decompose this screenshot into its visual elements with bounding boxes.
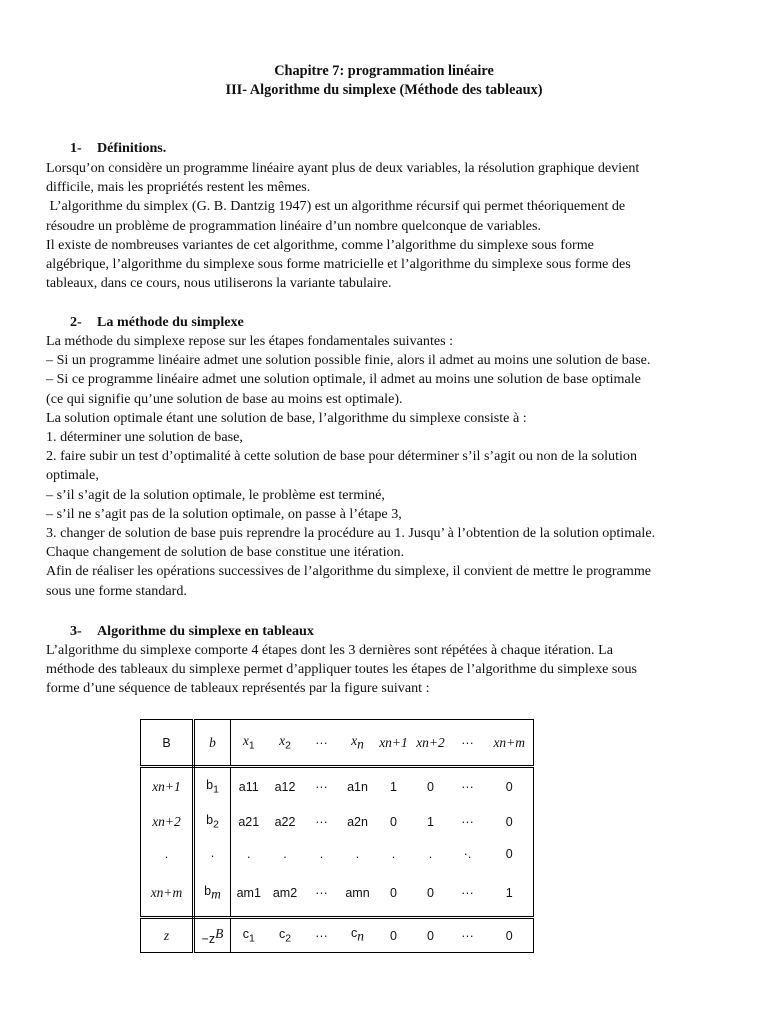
table-cell: ··· — [450, 918, 486, 953]
table-cell: . — [355, 847, 360, 862]
cost-c2: c — [278, 926, 286, 941]
paragraph-line: Il existe de nombreuses variantes de cet algorithme, comme l’algorithme du simplexe sous forme — [46, 236, 594, 253]
paragraph-line: L’algorithme du simplex (G. B. Dantzig 1947) est un algorithme récursif qui permet théoriquement de — [46, 198, 626, 215]
paragraph-line: – s’il ne s’agit pas de la solution optimale, on passe à l’étape 3, — [46, 505, 402, 522]
table-cell: ··· — [461, 814, 474, 829]
paragraph-line: méthode des tableaux du simplexe permet d’appliquer toutes les étapes de l’algorithme du simplexe sous — [46, 661, 637, 678]
table-cell: a1n — [347, 779, 368, 794]
table-cell: 0 — [486, 805, 534, 838]
section-1-number: 1- — [70, 140, 82, 156]
section-1-heading — [70, 140, 166, 157]
table-cell — [340, 918, 376, 953]
header-x2-var: x — [279, 733, 286, 749]
table-cell: 0 — [486, 918, 534, 953]
header-xn2: xn+2 — [412, 720, 450, 767]
b-value: b — [206, 812, 214, 827]
table-cell: 0 — [390, 814, 397, 829]
paragraph-line: difficile, mais les propriétés restent les mêmes. — [46, 179, 311, 196]
table-row — [141, 767, 534, 806]
objective-b-value: −z — [201, 931, 216, 946]
b-sub: 1 — [213, 784, 219, 796]
paragraph-line: La solution optimale étant une solution de base, l’algorithme du simplexe consiste à : — [46, 409, 527, 426]
paragraph-line: 2. faire subir un test d’optimalité à cette solution de base pour déterminer s’il s’agit ou non de la solution — [46, 448, 638, 465]
table-cell: a21 — [238, 814, 260, 829]
paragraph-line: 3. changer de solution de base puis reprendre la procédure au 1. Jusqu’ à l’obtention de la solution optimale. — [46, 525, 656, 542]
table-cell: a12 — [274, 779, 296, 794]
table-cell: a11 — [238, 779, 259, 794]
header-x2 — [267, 720, 304, 767]
section-2-body — [46, 332, 736, 601]
table-cell: 0 — [376, 871, 412, 918]
table-cell: a2n — [347, 814, 368, 829]
tableau-header-row — [141, 720, 534, 767]
table-row — [141, 871, 534, 918]
objective-basis: z — [141, 918, 194, 953]
b-sub: 2 — [213, 819, 219, 831]
header-dots-2: ··· — [450, 720, 486, 767]
table-cell: am2 — [267, 871, 304, 918]
objective-b — [194, 918, 231, 953]
objective-b-sup: B — [215, 925, 224, 941]
basis-cell: . — [141, 838, 194, 871]
header-x1 — [231, 720, 267, 767]
table-cell: 0 — [412, 871, 450, 918]
cost-c1: c — [242, 926, 249, 941]
cost-c2-sub: 2 — [285, 933, 292, 945]
header-xn — [340, 720, 376, 767]
table-cell: ··· — [461, 779, 474, 794]
cost-cn: c — [351, 926, 358, 941]
table-cell: . — [428, 847, 433, 862]
basis-cell: xn+2 — [141, 805, 194, 838]
table-cell: 1 — [427, 814, 434, 829]
table-cell: ··· — [315, 814, 328, 829]
table-cell: ··· — [450, 871, 486, 918]
b-value: b — [204, 884, 212, 899]
paragraph-line: L’algorithme du simplexe comporte 4 étapes dont les 3 dernières sont répétées à chaque itération. La — [46, 642, 613, 658]
paragraph-line: résoudre un problème de programmation linéaire d’un nombre quelconque de variables. — [46, 217, 542, 234]
basis-cell: xn+m — [141, 871, 194, 918]
paragraph-line: sous une forme standard. — [46, 582, 187, 599]
section-3-body — [46, 641, 736, 699]
paragraph-line: – Si un programme linéaire admet une solution possible finie, alors il admet au moins une solution de base. — [46, 352, 651, 369]
section-title: III- Algorithme du simplexe (Méthode des tableaux) — [225, 82, 543, 98]
cost-cn-sub: n — [357, 928, 364, 944]
table-cell: 0 — [486, 767, 534, 806]
table-cell: 0 — [412, 918, 450, 953]
objective-row — [141, 918, 534, 953]
simplex-tableau — [140, 719, 534, 953]
table-cell: ··· — [315, 779, 328, 794]
section-2-title: La méthode du simplexe — [97, 314, 244, 330]
table-cell: am1 — [231, 871, 267, 918]
header-xn-var: x — [351, 732, 358, 748]
header-x1-var: x — [242, 733, 249, 749]
header-xn-sub: n — [357, 736, 364, 752]
table-cell: ··· — [304, 918, 340, 953]
table-cell: 1 — [486, 871, 534, 918]
section-1-title: Définitions. — [97, 140, 167, 156]
paragraph-line: – Si ce programme linéaire admet une solution optimale, il admet au moins une solution de base optimale — [46, 371, 641, 388]
header-dots: ··· — [304, 720, 340, 767]
cost-c1-sub: 1 — [248, 933, 255, 945]
b-cell — [194, 838, 231, 871]
header-x2-sub: 2 — [285, 740, 291, 752]
basis-cell: xn+1 — [141, 767, 194, 806]
paragraph-line: forme d’une séquence de tableaux représentés par la figure suivant : — [46, 680, 430, 697]
table-cell: 0 — [376, 918, 412, 953]
paragraph-line: optimale, — [46, 467, 99, 484]
section-3-title: Algorithme du simplexe en tableaux — [97, 623, 314, 639]
header-x1-sub: 1 — [248, 740, 255, 752]
b-value: . — [210, 845, 215, 860]
b-cell — [194, 871, 231, 918]
section-2-heading — [70, 314, 244, 331]
table-row — [141, 838, 534, 871]
header-basis: B — [141, 720, 194, 767]
table-cell — [231, 918, 267, 953]
b-sub: m — [211, 886, 221, 902]
table-cell: 0 — [486, 838, 534, 871]
paragraph-line: tableaux, dans ce cours, nous utiliserons la variante tabulaire. — [46, 275, 392, 292]
b-cell — [194, 767, 231, 806]
table-cell — [267, 918, 304, 953]
table-cell: 1 — [390, 779, 397, 794]
section-3-heading — [70, 623, 314, 640]
paragraph-line: Lorsqu’on considère un programme linéaire ayant plus de deux variables, la résolution graphique devient — [46, 160, 640, 176]
paragraph-line: – s’il s’agit de la solution optimale, le problème est terminé, — [46, 486, 385, 503]
paragraph-line: algébrique, l’algorithme du simplexe sous forme matricielle et l’algorithme du simplexe sous forme des — [46, 256, 631, 273]
table-cell: a22 — [274, 814, 296, 829]
paragraph-line: Afin de réaliser les opérations successives de l’algorithme du simplexe, il convient de mettre le programme — [46, 563, 652, 580]
paragraph-line: 1. déterminer une solution de base, — [46, 429, 243, 446]
b-value: b — [206, 777, 214, 792]
paragraph-line: (ce qui signifie qu’une solution de base au moins est optimale). — [46, 390, 403, 407]
section-2-number: 2- — [70, 314, 82, 330]
paragraph-line: La méthode du simplexe repose sur les étapes fondamentales suivantes : — [46, 333, 454, 349]
table-cell: amn — [340, 871, 376, 918]
table-cell: ··· — [304, 871, 340, 918]
header-b: b — [194, 720, 231, 767]
paragraph-line: Chaque changement de solution de base constitue une itération. — [46, 544, 405, 561]
section-3-number: 3- — [70, 623, 82, 639]
table-cell: . — [283, 847, 287, 862]
chapter-title: Chapitre 7: programmation linéaire — [274, 63, 494, 79]
table-cell: 0 — [427, 779, 434, 794]
section-1-body — [46, 159, 736, 293]
table-cell: . — [391, 847, 396, 862]
table-cell: . — [319, 847, 324, 862]
b-cell — [194, 805, 231, 838]
table-cell: . — [247, 847, 251, 862]
header-xn1: xn+1 — [376, 720, 412, 767]
table-cell: ·. — [463, 847, 472, 862]
table-row — [141, 805, 534, 838]
header-xnm: xn+m — [486, 720, 534, 767]
